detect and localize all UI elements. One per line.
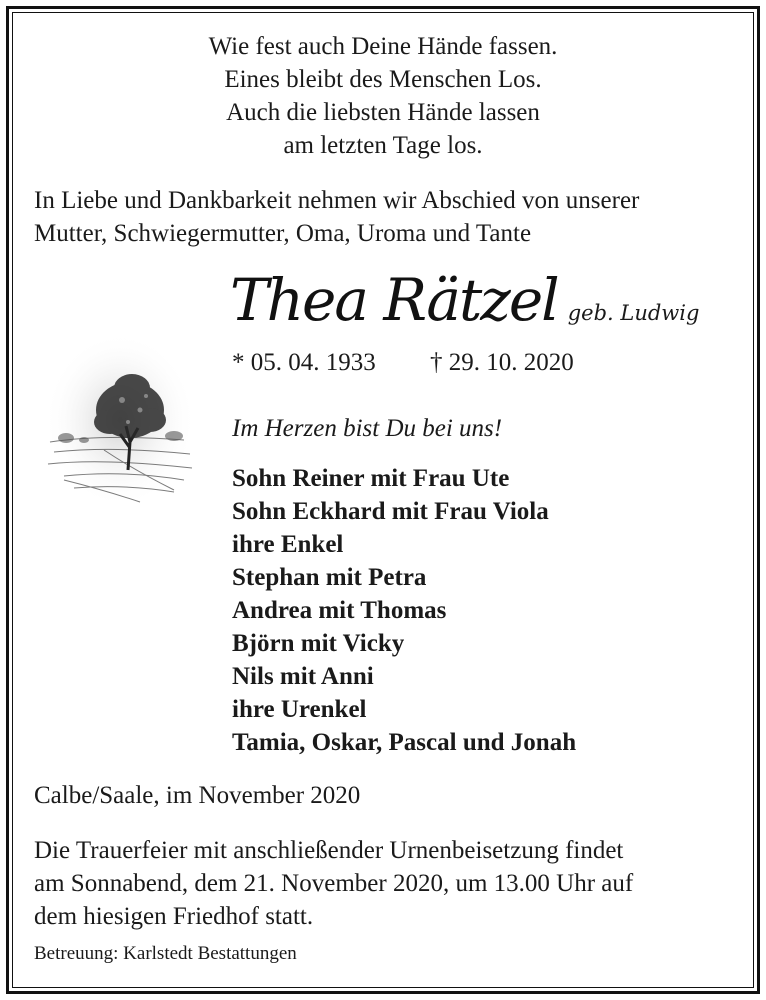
death-date: † 29. 10. 2020 [430, 349, 574, 376]
family-line: Stephan mit Petra [232, 564, 427, 591]
family-line: Björn mit Vicky [232, 630, 405, 657]
deceased-name-row [230, 266, 699, 334]
family-line: Sohn Reiner mit Frau Ute [232, 465, 510, 492]
family-line: ihre Urenkel [232, 696, 367, 723]
undertaker-credit: Betreuung: Karlstedt Bestattungen [34, 943, 297, 964]
family-list [232, 462, 576, 759]
life-dates [232, 349, 574, 377]
intro-line: Mutter, Schwiegermutter, Oma, Uroma und Tante [34, 220, 532, 247]
birth-date: * 05. 04. 1933 [232, 349, 376, 376]
poem-line: Eines bleibt des Menschen Los. [224, 66, 542, 93]
place-date: Calbe/Saale, im November 2020 [34, 782, 361, 809]
maiden-name: geb. Ludwig [567, 301, 700, 325]
deceased-name: Thea Rätzel [230, 266, 558, 334]
tree-landscape-illustration [44, 330, 196, 512]
poem [0, 30, 766, 162]
poem-line: am letzten Tage los. [283, 132, 483, 159]
poem-line: Auch die liebsten Hände lassen [226, 99, 540, 126]
family-line: Sohn Eckhard mit Frau Viola [232, 498, 549, 525]
ceremony-line: dem hiesigen Friedhof statt. [34, 903, 314, 930]
family-line: Tamia, Oskar, Pascal und Jonah [232, 729, 577, 756]
poem-line: Wie fest auch Deine Hände fassen. [208, 33, 558, 60]
intro-text [34, 184, 744, 250]
intro-line: In Liebe und Dankbarkeit nehmen wir Abschied von unserer [34, 187, 640, 214]
ceremony-line: am Sonnabend, dem 21. November 2020, um 13.00 Uhr auf [34, 870, 634, 897]
ceremony-line: Die Trauerfeier mit anschließender Urnenbeisetzung findet [34, 837, 624, 864]
quote: Im Herzen bist Du bei uns! [232, 415, 503, 442]
family-line: Andrea mit Thomas [232, 597, 447, 624]
ceremony-notice [34, 834, 744, 933]
family-line: Nils mit Anni [232, 663, 374, 690]
family-line: ihre Enkel [232, 531, 344, 558]
